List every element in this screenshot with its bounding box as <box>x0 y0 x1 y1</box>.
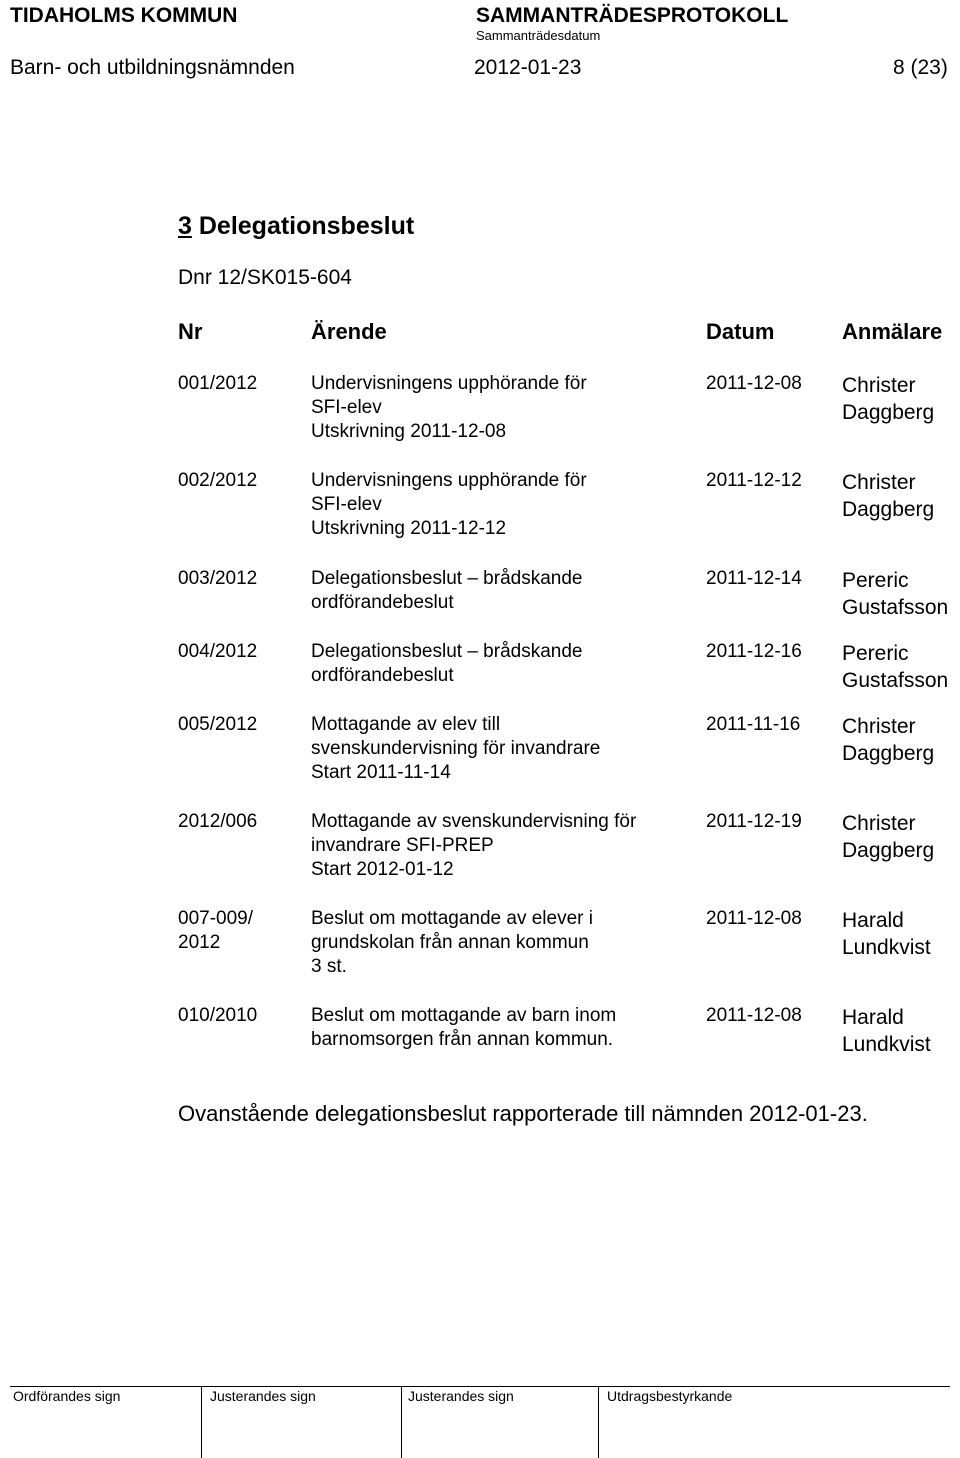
row-matter: Undervisningens upphörande för SFI-elev Utskrivning 2011-12-12 <box>311 470 587 539</box>
row-number: 2012/006 <box>178 811 258 832</box>
row-reporter: Harald Lundkvist <box>842 909 931 959</box>
row-matter: Beslut om mottagande av barn inom barnomsorgen från annan kommun. <box>311 1005 617 1050</box>
section-number: 3 <box>178 212 192 240</box>
summary-statement: Ovanstående delegationsbeslut rapporterade till nämnden 2012-01-23. <box>178 1101 868 1126</box>
signature-box-divider <box>598 1386 599 1458</box>
municipality-name: TIDAHOLMS KOMMUN <box>10 4 238 27</box>
row-matter: Beslut om mottagande av elever i grundskolan från annan kommun 3 st. <box>311 908 593 977</box>
row-number: 010/2010 <box>178 1005 258 1026</box>
row-number: 007-009/ 2012 <box>178 908 254 953</box>
row-reporter: Christer Daggberg <box>842 715 935 765</box>
row-number: 004/2012 <box>178 641 258 662</box>
row-matter: Mottagande av elev till svenskundervisning för invandrare Start 2011-11-14 <box>311 714 601 783</box>
row-matter: Mottagande av svenskundervisning för invandrare SFI-PREP Start 2012-01-12 <box>311 811 637 880</box>
row-date: 2011-12-14 <box>706 568 802 589</box>
chair-signature-label: Ordförandes sign <box>13 1388 121 1404</box>
signature-box-divider <box>201 1386 202 1458</box>
page-number: 8 (23) <box>893 56 948 79</box>
row-date: 2011-12-08 <box>706 373 802 394</box>
row-date: 2011-12-12 <box>706 470 802 491</box>
column-header-datum: Datum <box>706 319 775 344</box>
column-header-anmalare: Anmälare <box>842 319 943 344</box>
row-reporter: Christer Daggberg <box>842 812 935 862</box>
column-header-arende: Ärende <box>311 319 387 344</box>
signature-box-divider <box>401 1386 402 1458</box>
row-date: 2011-12-16 <box>706 641 802 662</box>
row-matter: Delegationsbeslut – brådskande ordförandebeslut <box>311 641 583 686</box>
row-number: 005/2012 <box>178 714 258 735</box>
row-reporter: Harald Lundkvist <box>842 1006 931 1056</box>
row-matter: Undervisningens upphörande för SFI-elev Utskrivning 2011-12-08 <box>311 373 587 442</box>
adjuster-signature-label: Justerandes sign <box>210 1388 316 1404</box>
row-reporter: Pereric Gustafsson <box>842 642 949 692</box>
column-header-nr: Nr <box>178 319 203 344</box>
adjuster-signature-label: Justerandes sign <box>408 1388 514 1404</box>
row-number: 003/2012 <box>178 568 258 589</box>
section-title-text: Delegationsbeslut <box>198 212 415 240</box>
row-number: 002/2012 <box>178 470 258 491</box>
meeting-date: 2012-01-23 <box>474 56 582 79</box>
protocol-title: SAMMANTRÄDESPROTOKOLL <box>476 4 789 27</box>
row-matter: Delegationsbeslut – brådskande ordförandebeslut <box>311 568 583 613</box>
section-title <box>178 212 414 241</box>
extract-certification-label: Utdragsbestyrkande <box>607 1388 733 1404</box>
row-reporter: Pereric Gustafsson <box>842 569 949 619</box>
row-date: 2011-12-08 <box>706 908 802 929</box>
row-date: 2011-12-19 <box>706 811 802 832</box>
row-reporter: Christer Daggberg <box>842 471 935 521</box>
registration-number: Dnr 12/SK015-604 <box>178 266 352 289</box>
row-number: 001/2012 <box>178 373 258 394</box>
committee-name: Barn- och utbildningsnämnden <box>10 56 295 79</box>
signature-divider <box>10 1386 950 1387</box>
row-date: 2011-12-08 <box>706 1005 802 1026</box>
row-reporter: Christer Daggberg <box>842 374 935 424</box>
row-date: 2011-11-16 <box>706 714 801 735</box>
meeting-date-label: Sammanträdesdatum <box>476 28 601 43</box>
